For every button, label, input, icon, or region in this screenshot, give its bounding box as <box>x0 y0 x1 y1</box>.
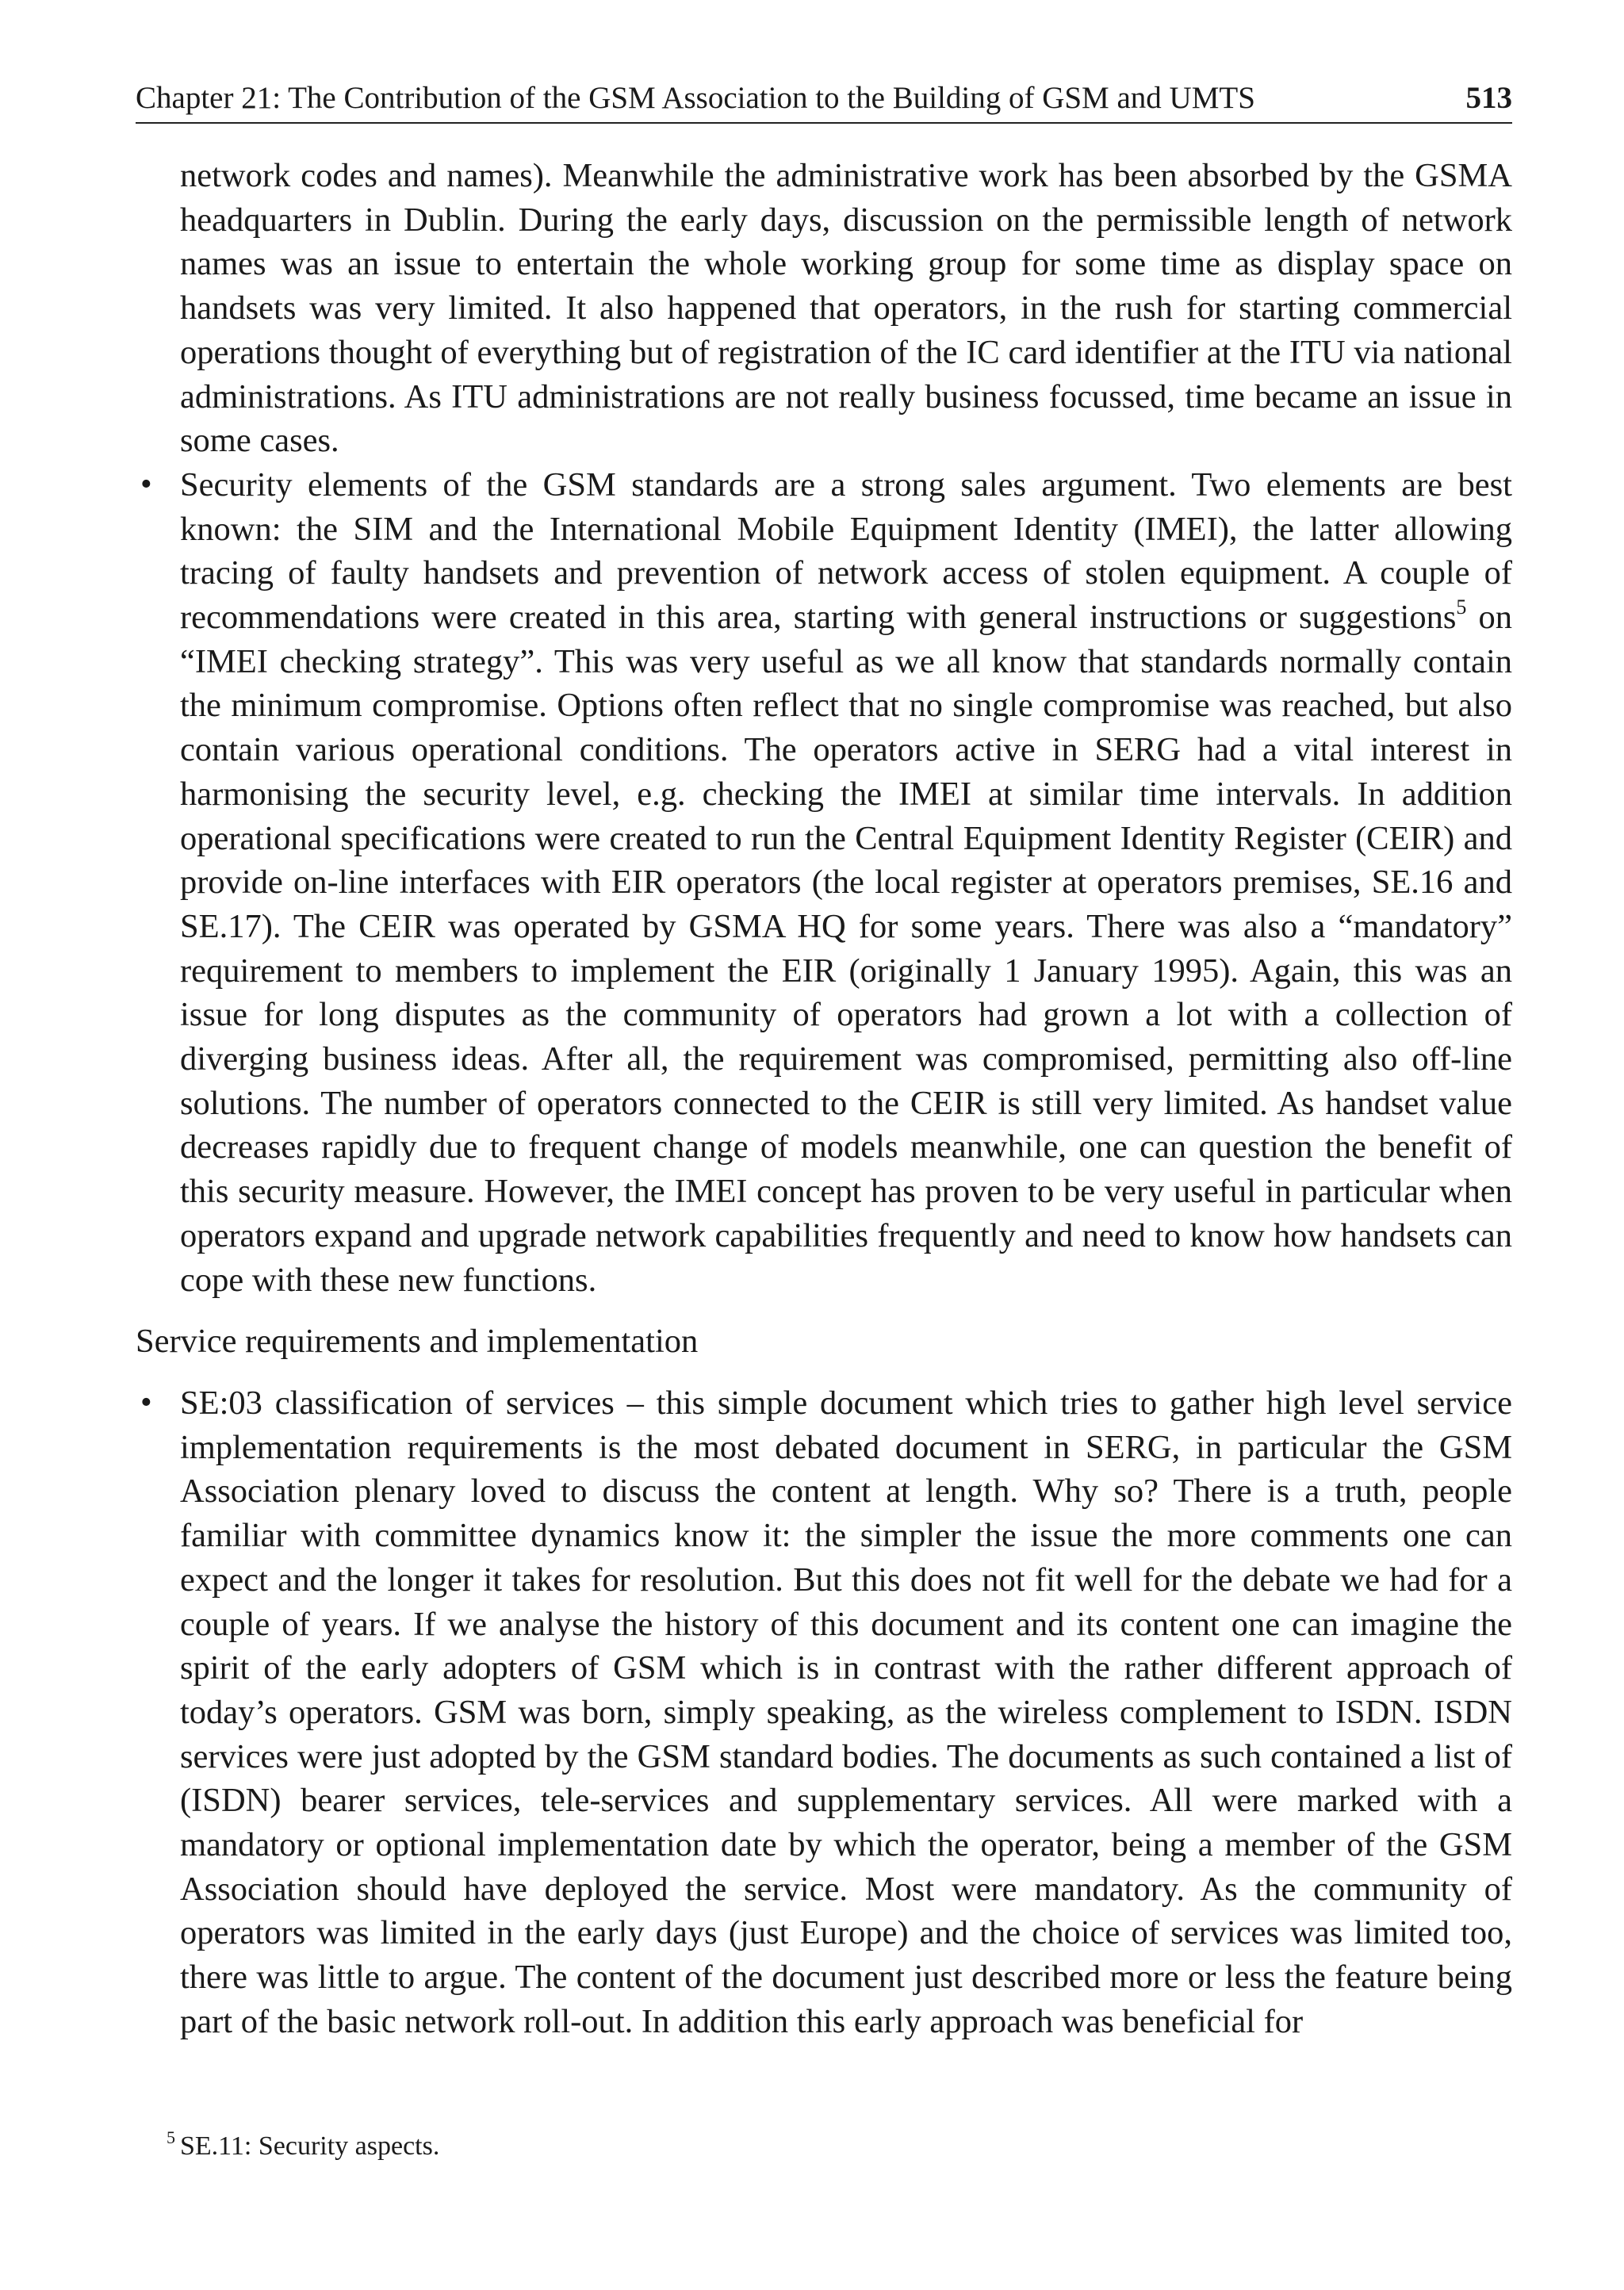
services-text: SE:03 classification of services – this simple document which tries to gather high level service implementation requirements is the most debated document in SERG, in particular the GSM Association plenary loved to discuss the content at length. Why so? There is a truth, people familiar with committee dynamics know it: the simpler the issue the more comments one can expect and the longer it takes for resolution. But this does not fit well for the debate we had for a couple of years. If we analyse the history of this document and its content one can imagine the spirit of the early adopters of GSM which is in contrast with the rather different approach of today’s operators. GSM was born, simply speaking, as the wireless complement to ISDN. ISDN services were just adopted by the GSM standard bodies. The documents as such contained a list of (ISDN) bearer services, tele-services and supplementary services. All were marked with a mandatory or optional implementation date by which the operator, being a member of the GSM Association should have deployed the service. Most were mandatory. As the community of operators was limited in the early days (just Europe) and the choice of services was limited too, there was little to argue. The content of the document just described more or less the feature being part of the basic network roll-out. In addition this early approach was beneficial for <box>180 1384 1512 2040</box>
footnote-text: SE.11: Security aspects. <box>180 2131 440 2161</box>
security-text-part2: on “IMEI checking strategy”. This was very useful as we all know that standards normally contain the minimum compromise. Options often reflect that no single compromise was reached, but also contain various operational conditions. The operators active in SERG had a vital interest in harmonising the security level, e.g. checking the IMEI at similar time intervals. In addition operational specifications were created to run the Central Equipment Identity Register (CEIR) and provide on-line interfaces with EIR operators (the local register at operators premises, SE.16 and SE.17). The CEIR was operated by GSMA HQ for some years. There was also a “mandatory” requirement to members to implement the EIR (originally 1 January 1995). Again, this was an issue for long disputes as the community of operators had grown a lot with a collection of diverging business ideas. After all, the requirement was compromised, permitting also off-line solutions. The number of operators connected to the CEIR is still very limited. As handset value decreases rapidly due to frequent change of models meanwhile, one can question the benefit of this security measure. However, the IMEI concept has proven to be very useful in particular when operators expand and upgrade network capabilities frequently and need to know how handsets can cope with these new functions. <box>180 599 1512 1299</box>
bullet-icon: • <box>140 465 152 503</box>
footnote-reference[interactable]: 5 <box>1456 595 1467 619</box>
list-item-security <box>136 463 1512 1302</box>
bullet-icon: • <box>140 1384 152 1421</box>
chapter-title: Chapter 21: The Contribution of the GSM Association to the Building of GSM and UMTS <box>136 81 1255 115</box>
security-text-part1: Security elements of the GSM standards are a strong sales argument. Two elements are best known: the SIM and the International Mobile Equipment Identity (IMEI), the latter allowing tracing of faulty handsets and prevention of network access of stolen equipment. A couple of recommendations were created in this area, starting with general instructions or suggestions <box>180 465 1512 637</box>
page <box>136 79 1512 2044</box>
footnote-number: 5 <box>167 2127 175 2147</box>
footnote <box>167 2127 440 2163</box>
list-item-services <box>136 1381 1512 2044</box>
continued-paragraph: network codes and names). Meanwhile the administrative work has been absorbed by the GSMA headquarters in Dublin. During the early days, discussion on the permissible length of network names was an issue to entertain the whole working group for some time as display space on handsets was very limited. It also happened that operators, in the rush for starting commercial operations thought of everything but of registration of the IC card identifier at the ITU via national administrations. As ITU administrations are not really business focussed, time became an issue in some cases. <box>180 157 1512 460</box>
section-heading: Service requirements and implementation <box>136 1323 699 1361</box>
page-number: 513 <box>1465 81 1512 115</box>
running-header <box>136 79 1512 124</box>
